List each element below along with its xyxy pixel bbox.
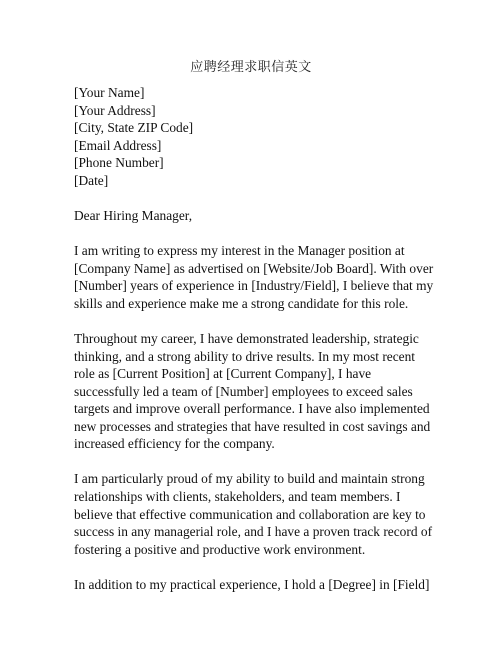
sender-block	[74, 84, 436, 190]
letter-date: [Date]	[74, 172, 109, 188]
paragraph-line: new processes and strategies that have resulted in cost savings and	[74, 418, 431, 434]
paragraph-line: Throughout my career, I have demonstrated leadership, strategic	[74, 330, 419, 346]
paragraph-line: successfully led a team of [Number] employees to exceed sales	[74, 383, 413, 399]
sender-phone: [Phone Number]	[74, 155, 164, 171]
paragraph-line: thinking, and a strong ability to drive results. In my most recent	[74, 348, 416, 364]
letter-body	[74, 84, 436, 611]
salutation	[74, 207, 436, 225]
sender-city-state-zip: [City, State ZIP Code]	[74, 120, 194, 136]
paragraph-relationships	[74, 470, 436, 558]
paragraph-line: In addition to my practical experience, I hold a [Degree] in [Field]	[74, 576, 430, 592]
paragraph-line: believe that effective communication and collaboration are key to	[74, 506, 426, 522]
paragraph-line: [Number] years of experience in [Industry/Field], I believe that my	[74, 278, 434, 294]
paragraph-education	[74, 576, 436, 594]
paragraph-line: fostering a positive and productive work environment.	[74, 541, 366, 557]
paragraph-line: [Company Name] as advertised on [Website/Job Board]. With over	[74, 260, 434, 276]
paragraph-line: targets and improve overall performance. I have also implemented	[74, 401, 430, 417]
paragraph-experience	[74, 330, 436, 453]
paragraph-line: increased efficiency for the company.	[74, 436, 275, 452]
paragraph-line: success in any managerial role, and I have a proven track record of	[74, 524, 433, 540]
paragraph-line: relationships with clients, stakeholders, and team members. I	[74, 489, 401, 505]
paragraph-line: I am particularly proud of my ability to build and maintain strong	[74, 471, 425, 487]
paragraph-line: role as [Current Position] at [Current Company], I have	[74, 366, 372, 382]
paragraph-line: I am writing to express my interest in the Manager position at	[74, 243, 405, 259]
document-title: 应聘经理求职信英文	[190, 60, 312, 75]
sender-name: [Your Name]	[74, 85, 145, 100]
paragraph-intro	[74, 242, 436, 312]
sender-address: [Your Address]	[74, 102, 156, 118]
sender-email: [Email Address]	[74, 137, 162, 153]
paragraph-line: skills and experience make me a strong candidate for this role.	[74, 295, 409, 311]
salutation-text: Dear Hiring Manager,	[74, 208, 193, 224]
